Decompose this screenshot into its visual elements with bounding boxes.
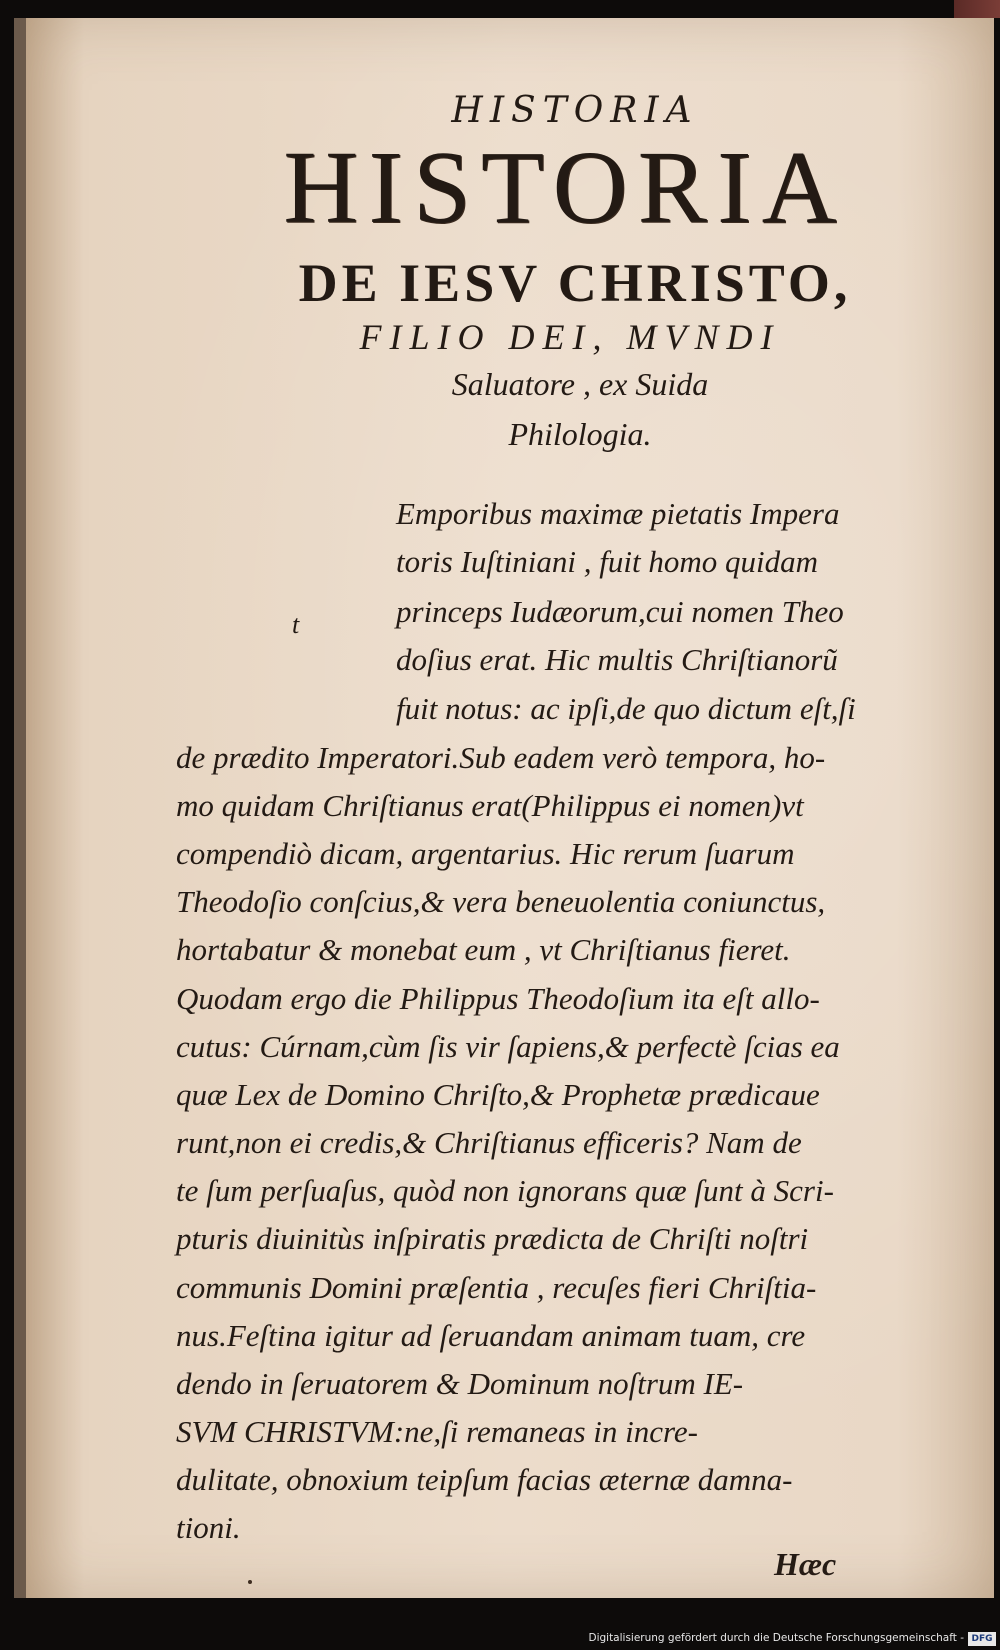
title-saluatore-line: Saluatore , ex Suida [451,366,709,402]
body-line: dulitate, obnoxium teipſum facias æternæ damna- [176,1462,793,1497]
body-text [26,18,1000,1598]
body-line: SVM CHRISTVM:ne,ſi remaneas in incre- [176,1414,699,1449]
body-line: Emporibus maximæ pietatis Impera [396,496,840,531]
body-line: compendiò dicam, argentarius. Hic rerum ſuarum [176,836,795,871]
body-line: mo quidam Chriſtianus erat(Philippus ei nomen)vt [176,788,804,823]
body-line: communis Domini præſentia , recuſes fieri Chriſtia- [176,1270,817,1305]
body-line: Theodoſio conſcius,& vera beneuolentia coniunctus, [176,884,826,919]
body-line: quæ Lex de Domino Chriſto,& Prophetæ prædicaue [176,1077,820,1112]
body-line: de prædito Imperatori.Sub eadem verò tempora, ho- [176,740,826,775]
body-line: hortabatur & monebat eum , vt Chriſtianus fieret. [176,932,791,967]
body-line: nus.Feſtina igitur ad ſeruandam animam tuam, cre [176,1318,806,1353]
marginal-mark: t [292,610,300,639]
body-line: doſius erat. Hic multis Chriſtianorũ [396,642,838,677]
book-page [14,18,994,1598]
body-line: toris Iuſtiniani , fuit homo quidam [396,544,818,579]
footer-bar [0,1610,1000,1650]
body-line: te ſum perſuaſus, quòd non ignorans quæ ſunt à Scri- [176,1173,834,1208]
body-line: cutus: Cúrnam,cùm ſis vir ſapiens,& perfectè ſcias ea [176,1029,840,1064]
body-line: pturis diuinitùs inſpiratis prædicta de Chriſti noſtri [176,1221,809,1256]
ink-speck [248,1580,252,1584]
body-line: runt,non ei credis,& Chriſtianus efficeris? Nam de [176,1125,802,1160]
body-line: fuit notus: ac ipſi,de quo dictum eſt,ſi [396,691,856,726]
title-philologia-line: Philologia. [508,416,652,452]
body-line: Quodam ergo die Philippus Theodoſium ita eſt allo- [176,981,820,1016]
running-head: HISTORIA [451,90,699,131]
book-edge [954,0,1000,18]
title-filio-line: FILIO DEI, MVNDI [359,317,781,357]
body-line: princeps Iudæorum,cui nomen Theo [396,594,844,629]
body-line: tioni. [176,1510,241,1545]
page-title: HISTORIA [283,130,847,245]
catchword: Hæc [774,1546,837,1582]
title-subject: DE IESV CHRISTO, [298,253,852,313]
body-line: dendo in ſeruatorem & Dominum noſtrum IE- [176,1366,744,1401]
dfg-logo-icon: DFG [968,1632,996,1646]
funding-credit: Digitalisierung gefördert durch die Deutsche Forschungsgemeinschaft - [588,1632,964,1644]
